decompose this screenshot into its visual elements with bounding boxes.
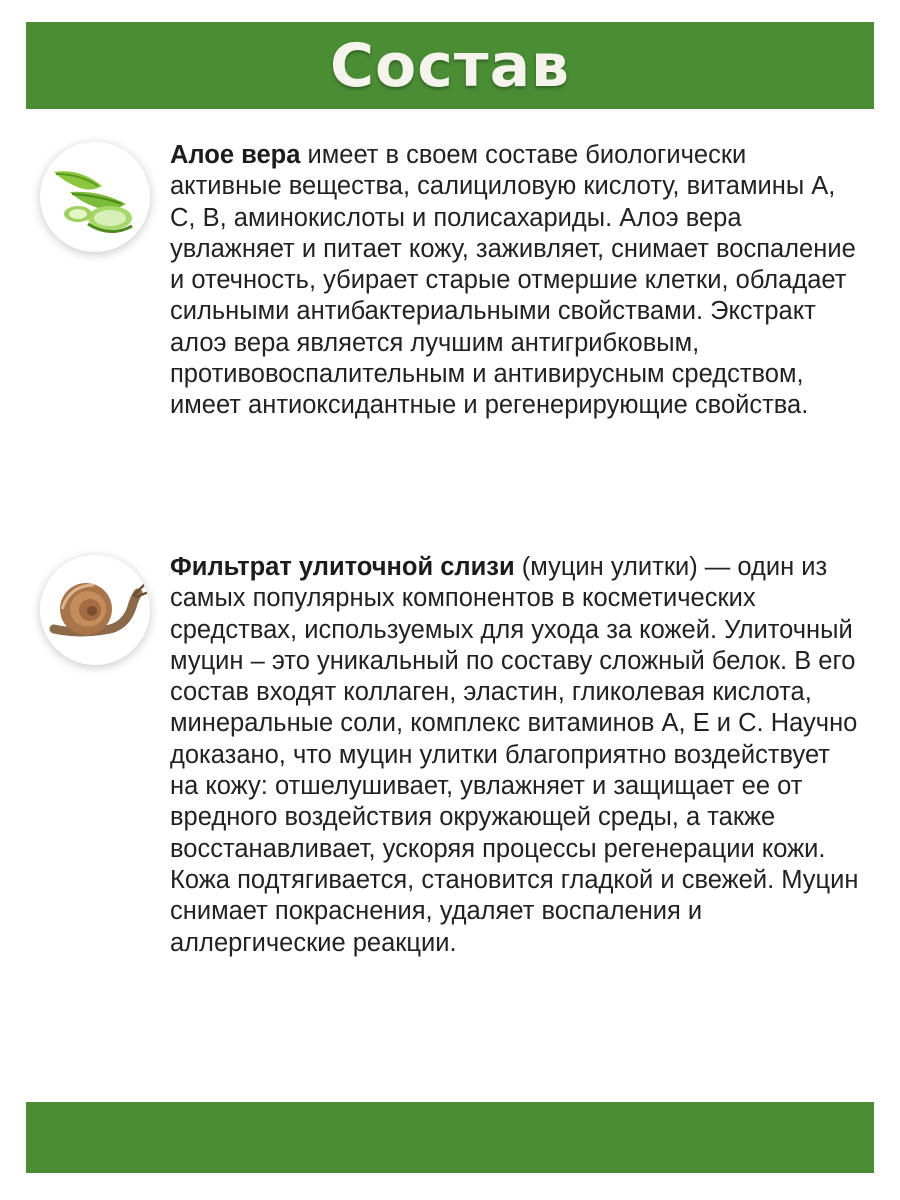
snail-mucin-title: Фильтрат улиточной слизи xyxy=(170,553,515,581)
header-banner xyxy=(26,22,874,109)
aloe-vera-body: имеет в своем составе биологически активные вещества, салициловую кислоту, витамины А, С, В, аминокислоты и полисахариды. Алоэ вера увлажняет и питает кожу, заживляет, снимает воспаление и отечность, убирает старые отмершие клетки, обладает сильными антибактериальными свойствами. Экстракт алоэ вера является лучшим антигрибковым, противовоспалительным и антивирусным средством, имеет антиоксидантные и регенерирующие свойства. xyxy=(170,141,856,420)
snail-mucin-description xyxy=(170,552,860,959)
ingredient-aloe-vera xyxy=(40,140,860,520)
snail-mucin-body: (муцин улитки) — один из самых популярных компонентов в косметических средствах, используемых для ухода за кожей. Улиточный муцин – это уникальный по составу сложный белок. В его состав входят коллаген, эластин, гликолевая кислота, минеральные соли, комплекс витаминов А, Е и С. Научно доказано, что муцин улитки благоприятно воздействует на кожу: отшелушивает, увлажняет и защищает ее от вредного воздействия окружающей среды, а также восстанавливает, ускоряя процессы регенерации кожи. Кожа подтягивается, становится гладкой и свежей. Муцин снимает покраснения, удаляет воспаления и аллергические реакции. xyxy=(170,553,859,957)
ingredient-snail-mucin xyxy=(40,552,860,1062)
page-title: Состав xyxy=(329,30,571,101)
footer-banner xyxy=(26,1102,874,1173)
aloe-vera-icon xyxy=(40,142,150,252)
aloe-vera-description xyxy=(170,140,860,422)
aloe-vera-title: Алое вера xyxy=(170,141,301,169)
snail-icon xyxy=(40,555,150,665)
